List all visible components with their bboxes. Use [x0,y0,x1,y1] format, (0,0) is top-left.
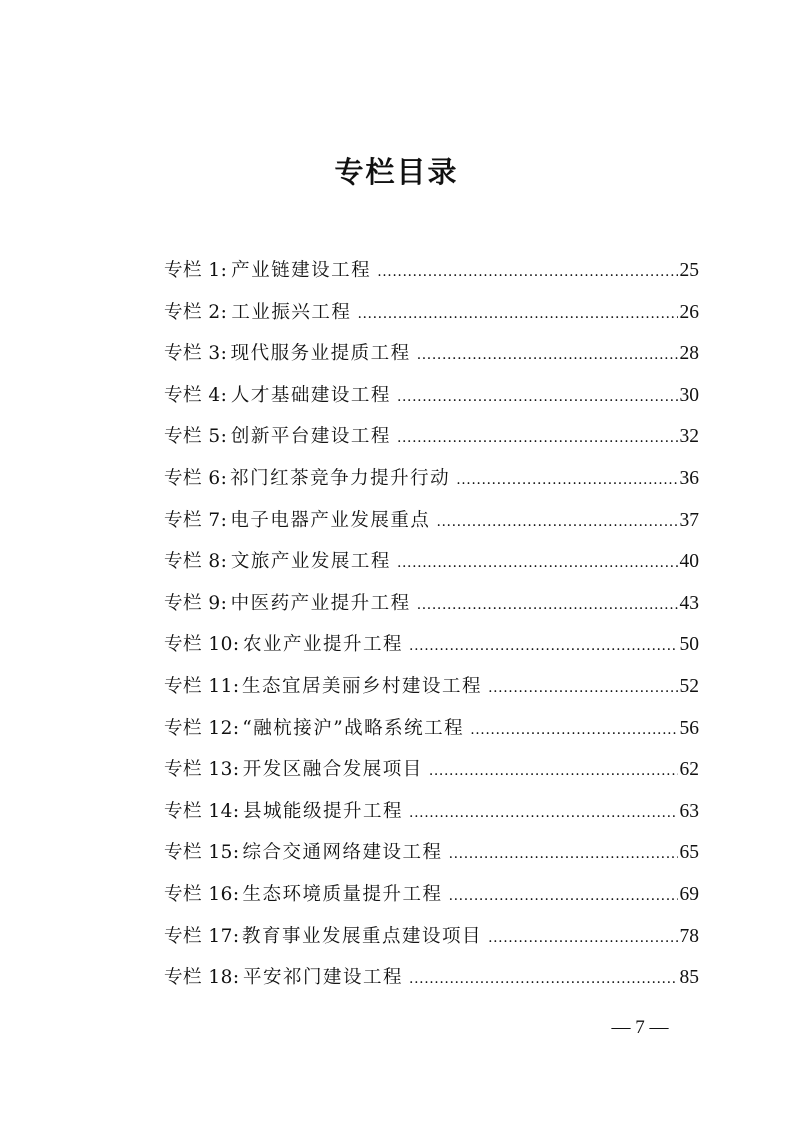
toc-entry[interactable] [164,250,699,292]
toc-entry-label: 专栏 14: [164,800,240,822]
toc-entry[interactable] [164,375,699,417]
toc-entry[interactable] [164,957,699,999]
toc-entry-page-number: 32 [679,426,699,448]
toc-entry-label: 专栏 5: [164,426,228,448]
toc-entry-page-number: 28 [679,343,699,365]
toc-entry-title: 人才基础建设工程 [230,384,391,406]
toc-dot-leader [449,834,678,876]
toc-entry-page-number: 25 [679,260,699,281]
toc-entry-page-number: 37 [679,509,699,531]
toc-entry-title: 生态宜居美丽乡村建设工程 [242,675,483,697]
toc-entry-title: 中医药产业提升工程 [230,592,411,614]
toc-dot-leader [456,460,677,502]
toc-entry-title: 教育事业发展重点建设项目 [242,925,483,947]
toc-entry-label: 专栏 8: [164,551,228,573]
toc-entry-title: 县城能级提升工程 [243,800,404,822]
toc-entry-title: 工业振兴工程 [231,301,352,323]
toc-entry-page-number: 78 [679,925,699,947]
toc-entry[interactable] [164,292,699,334]
toc-entry[interactable] [164,624,699,666]
toc-entry-label: 专栏 3: [164,343,228,365]
toc-entry[interactable] [164,832,699,874]
toc-dot-leader [397,543,678,585]
toc-entry-title: “融杭接沪”战略系统工程 [242,717,465,739]
toc-dot-leader [409,793,677,835]
toc-entry[interactable] [164,500,699,542]
toc-entry-page-number: 69 [679,883,699,905]
toc-entry[interactable] [164,416,699,458]
toc-entry[interactable] [164,458,699,500]
toc-entry-label: 专栏 11: [164,675,240,697]
toc-entry-page-number: 85 [679,967,699,989]
toc-dot-leader [417,585,678,627]
toc-dot-leader [357,294,677,336]
toc-dot-leader [417,335,678,377]
toc-dot-leader [436,502,677,544]
toc-entry-label: 专栏 7: [164,509,228,531]
toc-entry-page-number: 36 [679,467,699,489]
toc-entry[interactable] [164,583,699,625]
toc-entry-page-number: 63 [679,800,699,822]
toc-entry[interactable] [164,666,699,708]
toc-dot-leader [449,876,678,918]
toc-entry[interactable] [164,749,699,791]
toc-entry-page-number: 62 [679,759,699,781]
table-of-contents [164,250,699,999]
toc-entry-page-number: 40 [679,551,699,573]
toc-entry-page-number: 43 [679,592,699,614]
toc-entry-title: 平安祁门建设工程 [243,967,404,989]
toc-entry-label: 专栏 2: [164,301,228,323]
toc-dot-leader [429,751,678,793]
toc-entry-title: 开发区融合发展项目 [242,759,423,781]
toc-entry-label: 专栏 16: [164,883,240,905]
toc-entry-title: 综合交通网络建设工程 [242,842,443,864]
page-title: 专栏目录 [334,155,459,189]
toc-entry[interactable] [164,791,699,833]
toc-entry[interactable] [164,708,699,750]
toc-entry[interactable] [164,874,699,916]
toc-dot-leader [377,252,677,294]
toc-entry-label: 专栏 10: [164,634,240,656]
toc-entry-title: 祁门红茶竞争力提升行动 [230,467,451,489]
toc-entry[interactable] [164,916,699,958]
toc-entry-label: 专栏 18: [164,967,240,989]
toc-entry-page-number: 56 [679,717,699,739]
toc-entry-title: 产业链建设工程 [231,260,372,281]
toc-entry-title: 创新平台建设工程 [230,426,391,448]
footer-page-number: — 7 — [611,1017,669,1038]
toc-entry-title: 现代服务业提质工程 [230,343,411,365]
toc-entry-title: 电子电器产业发展重点 [230,509,431,531]
toc-entry-label: 专栏 4: [164,384,228,406]
toc-entry-label: 专栏 13: [164,759,240,781]
toc-entry-label: 专栏 9: [164,592,228,614]
toc-entry-page-number: 26 [679,301,699,323]
toc-entry-title: 文旅产业发展工程 [230,551,391,573]
toc-entry-page-number: 65 [679,842,699,864]
toc-entry-label: 专栏 15: [164,842,240,864]
toc-entry-label: 专栏 1: [164,260,228,281]
toc-entry[interactable] [164,333,699,375]
toc-entry-label: 专栏 6: [164,467,228,489]
toc-entry-label: 专栏 12: [164,717,240,739]
toc-dot-leader [470,710,677,752]
toc-entry[interactable] [164,541,699,583]
toc-dot-leader [409,959,677,1001]
toc-dot-leader [488,918,677,960]
toc-dot-leader [397,377,678,419]
toc-entry-page-number: 30 [679,384,699,406]
toc-entry-page-number: 50 [679,634,699,656]
toc-dot-leader [488,668,677,710]
toc-entry-title: 农业产业提升工程 [243,634,404,656]
toc-entry-title: 生态环境质量提升工程 [242,883,443,905]
toc-dot-leader [397,418,678,460]
toc-entry-label: 专栏 17: [164,925,240,947]
toc-entry-page-number: 52 [679,675,699,697]
toc-dot-leader [409,626,677,668]
